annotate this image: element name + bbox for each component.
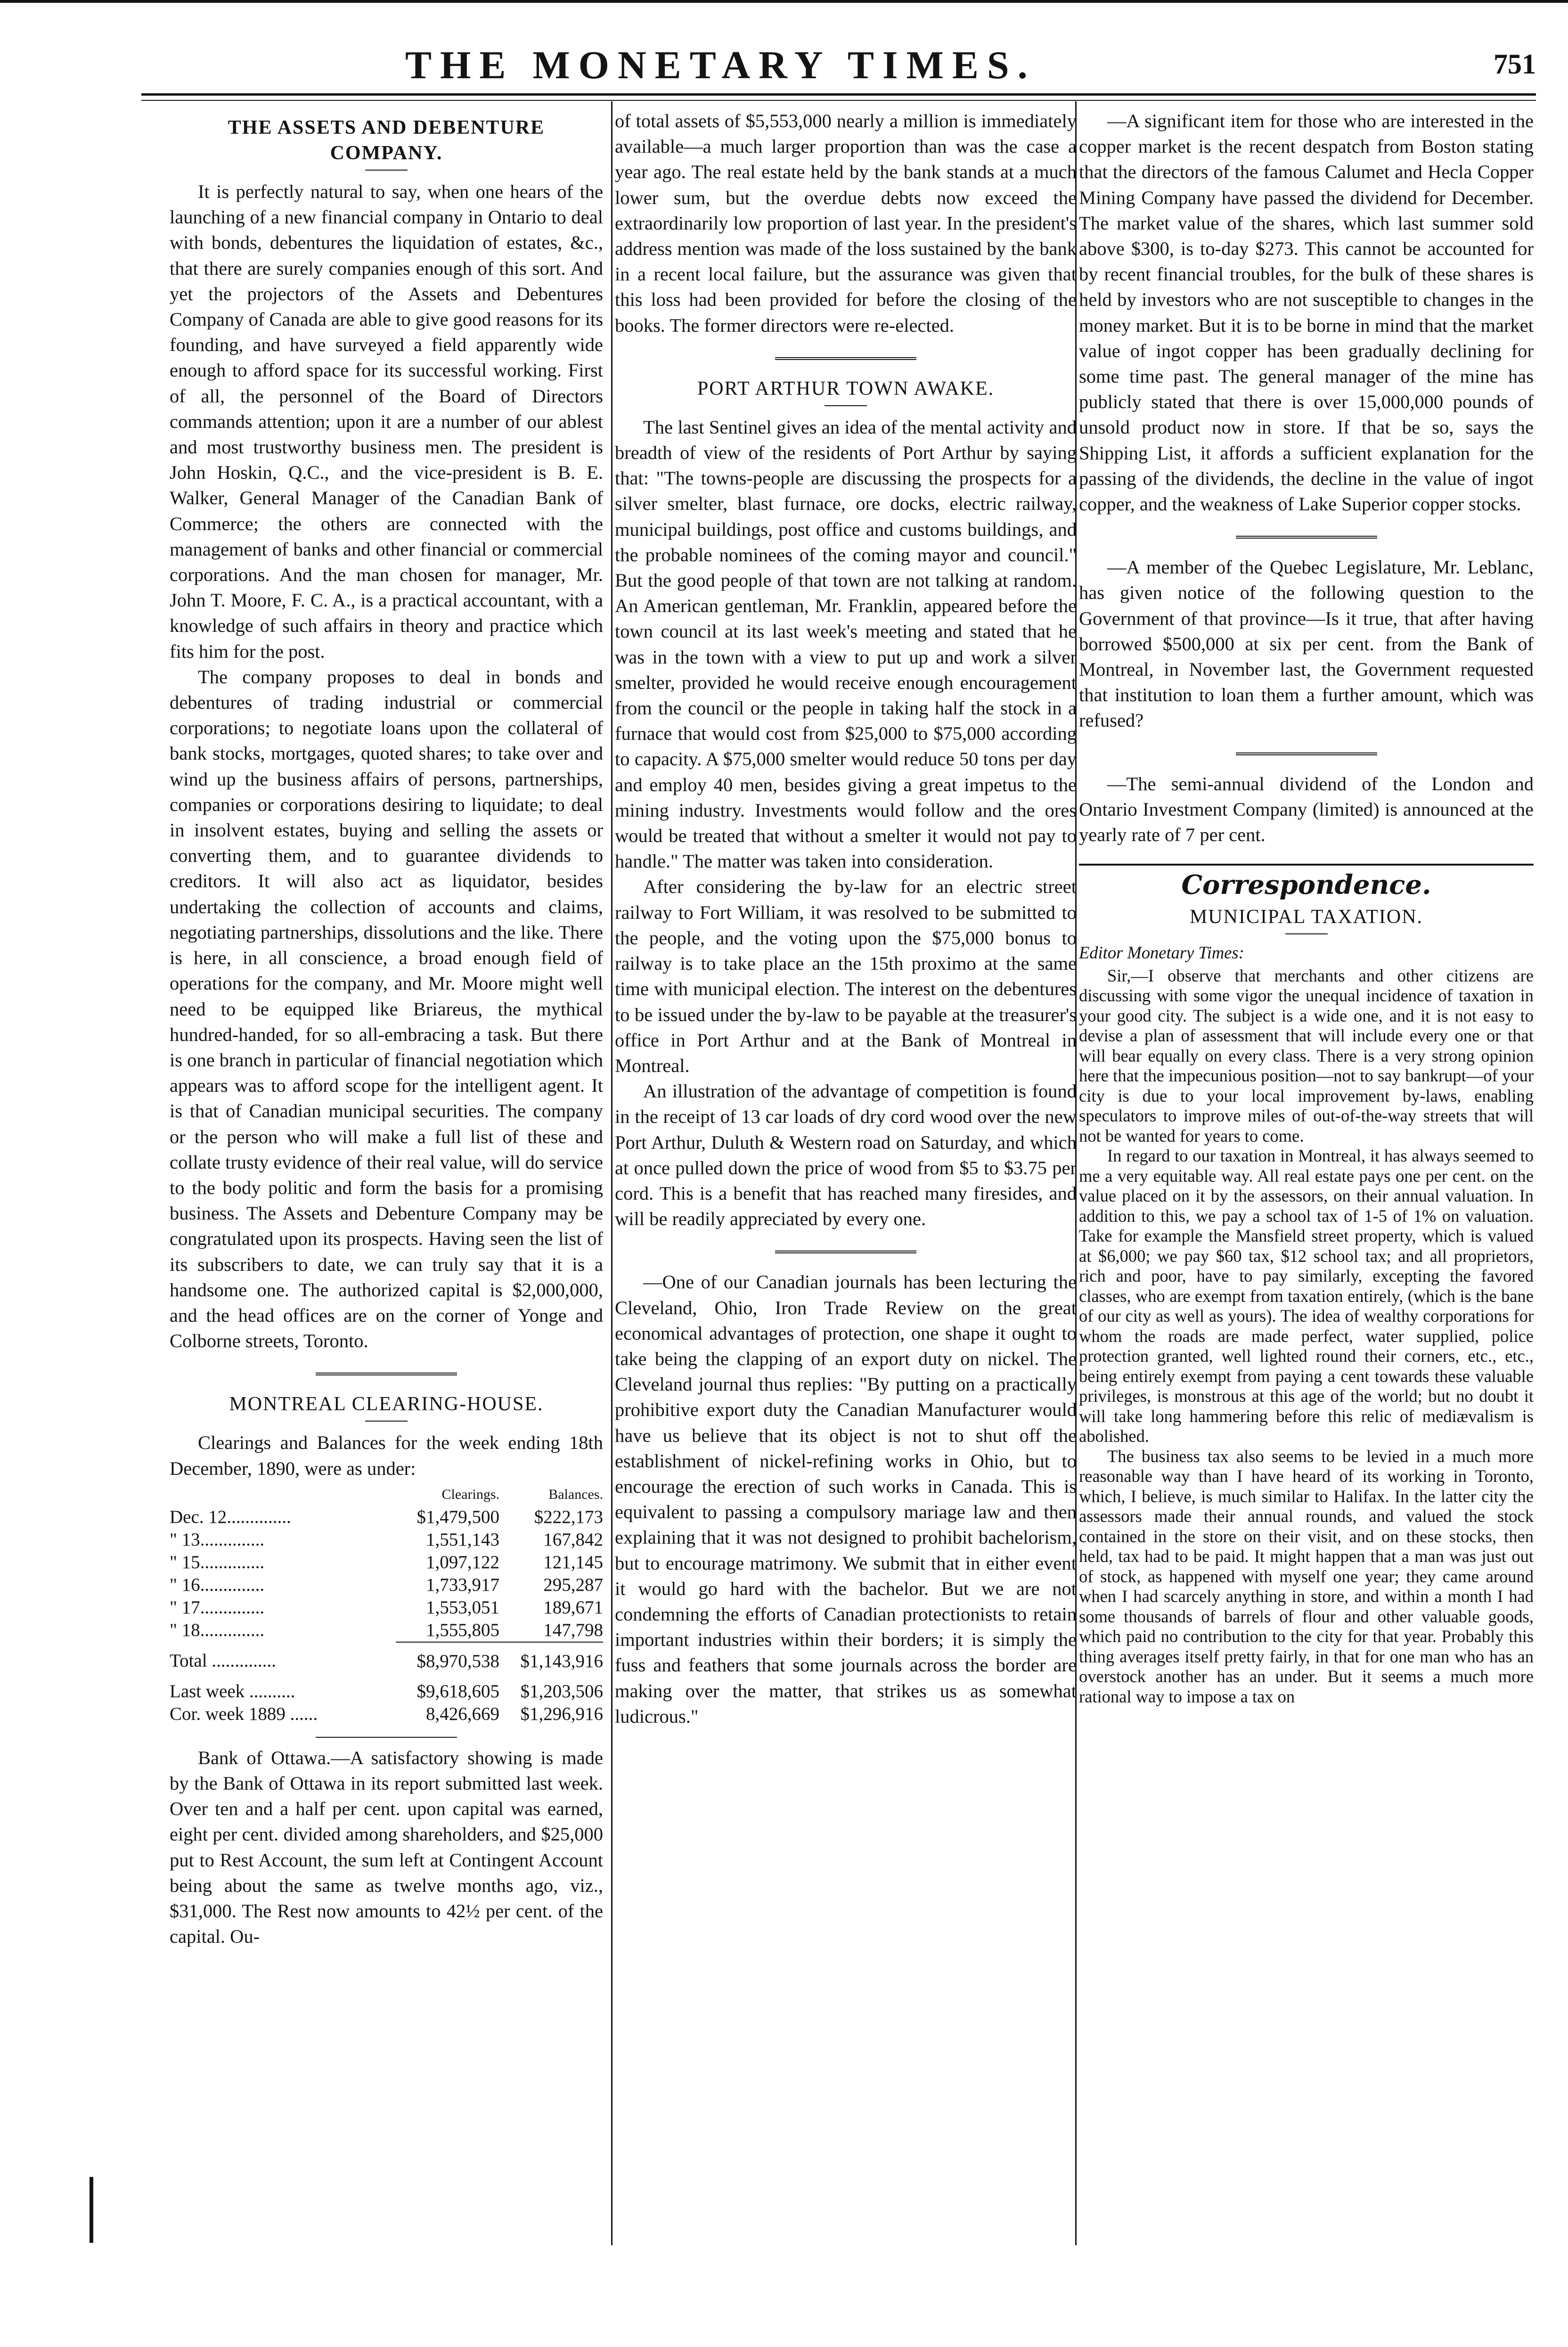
bank-of-ottawa-paragraph: Bank of Ottawa.—A satisfactory showing is made by the Bank of Ottawa in its report submitted last week. Over ten and a half per cent. upon capital was earned, eight per cent. divided among shareholders, and $25,000 put to Rest Account, the sum left at Contingent Account being about the same as twelve months ago, viz., $31,000. The Rest now amounts to 42½ per cent. of the capital. Ou- <box>170 1747 603 1947</box>
column-3 <box>1079 108 1534 1707</box>
row-label: " 18.............. <box>170 1620 265 1641</box>
table-row <box>170 1574 603 1596</box>
clearing-table <box>170 1483 603 1725</box>
row-clearings: 1,733,917 <box>426 1574 499 1595</box>
row-label: Dec. 12.............. <box>170 1506 291 1527</box>
row-balances: $222,173 <box>534 1506 603 1527</box>
header-rule <box>141 93 1536 96</box>
article-paragraph: It is perfectly natural to say, when one hears of the launching of a new financial company in Ontario to deal with bonds, debentures the liquidation of estates, &c., that there are surely companies enough of this sort. And yet the projectors of the Assets and Debentures Company of Canada are able to give good reasons for its founding, and have surveyed a field apparently wide enough to afford space for its successful working. First of all, the personnel of the Board of Directors commands attention; upon it are a number of our ablest and most trustworthy business men. The president is John Hoskin, Q.C., and the vice-president is B. E. Walker, General Manager of the Canadian Bank of Commerce; the others are connected with the management of banks and other financial or commercial corporations. And the man chosen for manager, Mr. John T. Moore, F. C. A., is a practical accountant, with a knowledge of such affairs in theory and practice which fits him for the post. <box>170 181 603 662</box>
row-label: " 15.............. <box>170 1552 265 1572</box>
column-separator <box>611 101 612 2245</box>
row-balances: 167,842 <box>543 1529 603 1550</box>
page-header <box>141 42 1536 85</box>
table-row <box>170 1596 603 1619</box>
section-divider <box>316 1737 457 1738</box>
clearing-intro: Clearings and Balances for the week ending 18th December, 1890, were as under: <box>170 1432 603 1479</box>
correspondence-heading: Correspondence. <box>1181 869 1431 901</box>
row-label: Cor. week 1889 ...... <box>170 1703 318 1724</box>
row-balances: 147,798 <box>543 1619 603 1640</box>
article-paragraph: After considering the by-law for an electric street railway to Fort William, it was resolved to be submitted to the people, and the voting upon the $75,000 bonus to railway is to take place an the 15th proximo at the same time with municipal election. The interest on the debentures to be issued under the by-law to be payable at the treasurer's office in Port Arthur and at the Bank of Montreal in Montreal. <box>615 876 1077 1076</box>
nickel-paragraph: —One of our Canadian journals has been lecturing the Cleveland, Ohio, Iron Trade Review on the great economical advantages of protection, one shape it ought to take being the clapping of an export duty on nickel. The Cleveland journal thus replies: "By putting on a practically prohibitive export duty the Canadian Manufacturer would have us believe that its object is not to shut off the establishment of nickel-refining works in Ohio, but to encourage the erection of such works in Canada. This is equivalent to passing a compulsory mariage law and then explaining that it was not designed to prohibit bachelorism, but to encourage matrimony. We submit that in either event it would go hard with the bachelor. But we are not condemning the efforts of Canadian protectionists to retain important industries within their borders; it is simply the fuss and feathers that some journals across the border are making over the matter, that strikes us as somewhat ludicrous." <box>615 1271 1077 1727</box>
row-label: " 13.............. <box>170 1529 265 1550</box>
row-balances: $1,296,916 <box>520 1703 603 1724</box>
row-balances: 295,287 <box>543 1574 603 1595</box>
row-clearings: 1,553,051 <box>426 1597 499 1618</box>
section-divider <box>316 1373 457 1377</box>
row-clearings: 1,555,805 <box>426 1619 499 1640</box>
quebec-paragraph: —A member of the Quebec Legislature, Mr. Leblanc, has given notice of the following question to the Government of that province—Is it true, that after having borrowed $500,000 at six per cent. from the Bank of Montreal, in November last, the Government requested that institution to loan them a further amount, which was refused? <box>1079 556 1534 731</box>
article-paragraph: An illustration of the advantage of competition is found in the receipt of 13 car loads of dry cord wood over the new Port Arthur, Duluth & Western road on Saturday, and which at once pulled down the price of wood from $5 to $3.75 per cord. This is a benefit that has reached many firesides, and will be readily appreciated by every one. <box>615 1080 1077 1230</box>
row-balances: $1,203,506 <box>520 1681 603 1701</box>
column-2 <box>615 108 1077 1729</box>
row-clearings: $8,970,538 <box>396 1642 499 1673</box>
row-label: " 16.............. <box>170 1574 265 1595</box>
clearings-header: Clearings. <box>441 1486 499 1502</box>
margin-mark <box>90 2177 93 2243</box>
last-week-row <box>170 1673 603 1703</box>
row-clearings: 1,097,122 <box>426 1552 499 1572</box>
row-clearings: $9,618,605 <box>416 1681 499 1701</box>
row-label: Total .............. <box>170 1651 276 1671</box>
table-row <box>170 1551 603 1574</box>
column-1 <box>170 108 603 1949</box>
letter-paragraph: Sir,—I observe that merchants and other citizens are discussing with some vigor the unequal incidence of taxation in your good city. The subject is a wide one, and it is not easy to devise a plan of assessment that will include every one or that will bear equally on every class. There is a very strong opinion here that the impecunious position—not to say bankrupt—of your city is due to your local improvement by-laws, enabling speculators to improve miles of out-of-the-way streets that will not be wanted for years to come. <box>1079 965 1534 1145</box>
row-label: " 17.............. <box>170 1597 265 1618</box>
title-rule <box>825 405 867 406</box>
london-paragraph: —The semi-annual dividend of the London and Ontario Investment Company (limited) is announced at the yearly rate of 7 per cent. <box>1079 773 1534 846</box>
article-paragraph: The company proposes to deal in bonds and debentures of trading industrial or commercial corporations; to negotiate loans upon the collateral of bank stocks, mortgages, quoted shares; to take over and wind up the business affairs of persons, partnerships, companies or corporations desiring to liquidate; to deal in insolvent estates, buying and selling the assets or converting them, and to guarantee dividends to creditors. It will also act as liquidator, besides undertaking the collection of accounts and claims, negotiating partnerships, dissolutions and the like. There is here, in all conscience, a broad enough field of operations for the company, and Mr. Moore might well need to be equipped like Briareus, the mythical hundred-handed, for so all-embracing a task. But there is one branch in particular of financial negotiation which appears was to afford scope for the intelligent agent. It is that of Canadian municipal securities. The company or the person who will make a full list of these and collate trusty evidence of their real value, will do service to the body politic and form the basis for a promising business. The Assets and Debenture Company may be congratulated upon its prospects. Having seen the list of its subscribers to date, we can truly say that it is a handsome one. The authorized capital is $2,000,000, and the head offices are on the corner of Yonge and Colborne streets, Toronto. <box>170 666 603 1352</box>
article-paragraph: The last Sentinel gives an idea of the mental activity and breadth of view of the residents of Port Arthur by saying that: "The towns-people are discussing the prospects for a silver smelter, blast furnace, ore docks, electric railway, municipal buildings, post office and customs buildings, and the probable nominees of the coming mayor and council." But the good people of that town are not talking at random. An American gentleman, Mr. Franklin, appeared before the town council at its last week's meeting and stated that he was in the town with a view to put up and work a silver smelter, provided he would receive enough encouragement from the council or the people in taking half the stock in a furnace that would cost from $25,000 to $75,000 according to capacity. A $75,000 smelter would reduce 50 tons per day and employ 40 men, besides giving a great impetus to the mining industry. Investments would follow and the ores would be treated that without a smelter it would not pay to handle." The matter was taken into consideration. <box>615 416 1077 872</box>
row-label: Last week .......... <box>170 1681 295 1701</box>
title-rule <box>1285 933 1328 934</box>
row-balances: 189,671 <box>543 1597 603 1618</box>
article-title-assets: THE ASSETS AND DEBENTURE COMPANY. <box>228 117 545 164</box>
balances-header: Balances. <box>548 1486 603 1502</box>
page-number: 751 <box>1494 49 1536 80</box>
table-row <box>170 1506 603 1529</box>
cor-week-row <box>170 1703 603 1725</box>
letter-paragraph: In regard to our taxation in Montreal, it has always seemed to me a very equitable way. All real estate pays one per cent. on the value placed on it by the assessors, on their annual valuation. In addition to this, we pay a school tax of 1-5 of 1% on valuation. Take for example the Mansfield street property, which is valued at $6,000; we pay $60 tax, $12 school tax; and all proprietors, rich and poor, have to pay similarly, excepting the favored classes, who are exempt from taxation entirely, (which is the bane of our city as well as yours). The idea of wealthy corporations for whom the roads are made perfect, water supplied, police protection granted, well lighted round their corners, etc., etc., being entirely exempt from paying a cent towards these valuable privileges, is monstrous at this age of the world; but no doubt it will take long hammering before this relic of mediævalism is abolished. <box>1079 1146 1534 1446</box>
total-row <box>170 1642 603 1673</box>
row-clearings: $1,479,500 <box>416 1506 499 1527</box>
table-row <box>170 1529 603 1551</box>
row-clearings: 8,426,669 <box>426 1703 499 1724</box>
editor-line: Editor Monetary Times: <box>1079 943 1244 963</box>
title-rule <box>365 1421 408 1422</box>
copper-paragraph: —A significant item for those who are interested in the copper market is the recent despatch from Boston stating that the directors of the famous Calumet and Hecla Copper Mining Company have passed the dividend for December. The market value of the shares, which last summer sold above $300, is to-day $273. This cannot be accounted for by recent financial troubles, for the bulk of these shares is held by investors who are not susceptible to changes in the money market. But it is to be borne in mind that the market value of ingot copper has been gradually declining for some time past. The general manager of the mine has publicly stated that there is over 15,000,000 pounds of unsold product now in store. If that be so, says the Shipping List, it affords a sufficient explanation for the passing of the dividends, the decline in the value of ingot copper, and the weakness of Lake Superior copper stocks. <box>1079 110 1534 515</box>
title-rule <box>365 170 408 171</box>
letter-paragraph: The business tax also seems to be levied in a much more reasonable way than I have heard of its working in Toronto, which, I believe, is much similar to Halifax. In the latter city the assessors made their annual rounds, and valued the stock contained in the store on their visit, and on these stocks, then held, tax had to be paid. It might happen that a man was just out of stock, as happened with myself one year; they came around when I had scarcely anything in store, and within a month I had some thousands of barrels of flour and other valuable goods, which paid no contribution to the city for that year. Probably this thing averages itself pretty fairly, in that for one man who has an overstock another has an under. But it seems a much more rational way to impose a tax on <box>1079 1446 1534 1706</box>
page-top-edge <box>0 0 1568 3</box>
row-clearings: 1,551,143 <box>426 1529 499 1550</box>
section-divider <box>1236 752 1377 757</box>
section-divider <box>1079 864 1534 866</box>
section-divider <box>775 357 916 362</box>
section-divider <box>1236 536 1377 540</box>
row-balances: 121,145 <box>543 1552 603 1572</box>
row-balances: $1,143,916 <box>499 1642 603 1673</box>
header-rule-thin <box>141 100 1536 101</box>
article-title-clearing: MONTREAL CLEARING-HOUSE. <box>229 1393 544 1415</box>
article-title-port-arthur: PORT ARTHUR TOWN AWAKE. <box>697 377 995 400</box>
continued-paragraph: of total assets of $5,553,000 nearly a million is immediately available—a much larger proportion than was the case a year ago. The real estate held by the bank stands at a much lower sum, but the overdue debts now exceed the extraordinarily low proportion of last year. In the president's address mention was made of the loss sustained by the bank in a recent local failure, but the assurance was given that this loss had been provided for before the closing of the books. The former directors were re-elected. <box>615 110 1077 336</box>
section-divider <box>775 1251 916 1255</box>
masthead: THE MONETARY TIMES. <box>405 43 1036 87</box>
table-row <box>170 1619 603 1642</box>
article-title-taxation: MUNICIPAL TAXATION. <box>1189 906 1423 928</box>
clearing-header-row <box>170 1483 603 1506</box>
